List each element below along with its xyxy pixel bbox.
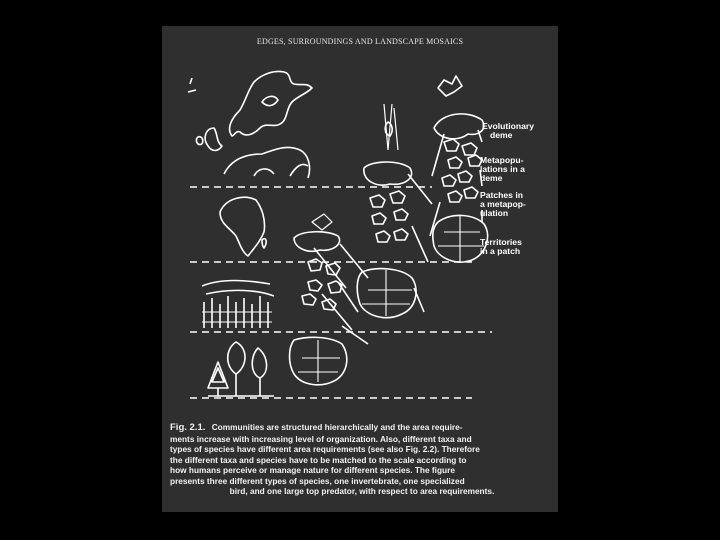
trees-illustration [208, 342, 274, 396]
patch-cluster-column-3 [357, 104, 432, 318]
label-line: Territories [480, 237, 522, 247]
label-line: lations in a [480, 164, 525, 174]
patch-cluster-column-4 [430, 76, 488, 262]
africa-map-illustration [220, 197, 266, 256]
label-line: Evolutionary [482, 121, 535, 131]
caption-line: bird, and one large top predator, with respect to area requirements. [229, 486, 495, 496]
caption-text: Communities are structured hierarchically and the area require- [211, 422, 463, 432]
label-line: ulation [480, 208, 509, 218]
label-line: a metapop- [480, 199, 526, 209]
label-line: deme [480, 173, 503, 183]
caption-line: types of species have different area requirements (see also Fig. 2.2). Therefore [170, 444, 480, 454]
caption-line [170, 422, 554, 434]
label-metapopulations [480, 156, 525, 183]
hierarchy-figure [162, 26, 558, 416]
europe-map-illustration [188, 71, 312, 178]
caption-line: how humans perceive or manage nature for different species. The figure [170, 465, 455, 475]
scanned-page [162, 26, 558, 512]
figure-number: Fig. 2.1. [170, 422, 206, 433]
caption-line: the different taxa and species have to be matched to the scale according to [170, 454, 467, 465]
label-line: Metapopu- [480, 155, 524, 165]
label-patches [480, 191, 526, 218]
forest-illustration [202, 281, 274, 329]
running-head: EDGES, SURROUNDINGS AND LANDSCAPE MOSAICS [256, 37, 464, 46]
figure-caption [170, 422, 554, 497]
caption-line: presents three different types of species, one invertebrate, one specialized [170, 475, 465, 486]
label-territories [480, 238, 522, 256]
label-line: deme [490, 130, 513, 140]
patch-cluster-column-2 [290, 214, 369, 385]
label-line: in a patch [480, 246, 521, 256]
label-line: Patches in [480, 190, 523, 200]
label-evolutionary-deme [482, 122, 534, 140]
level-separators [190, 187, 492, 398]
caption-line: ments increase with increasing level of organization. Also, different taxa and [170, 433, 472, 444]
